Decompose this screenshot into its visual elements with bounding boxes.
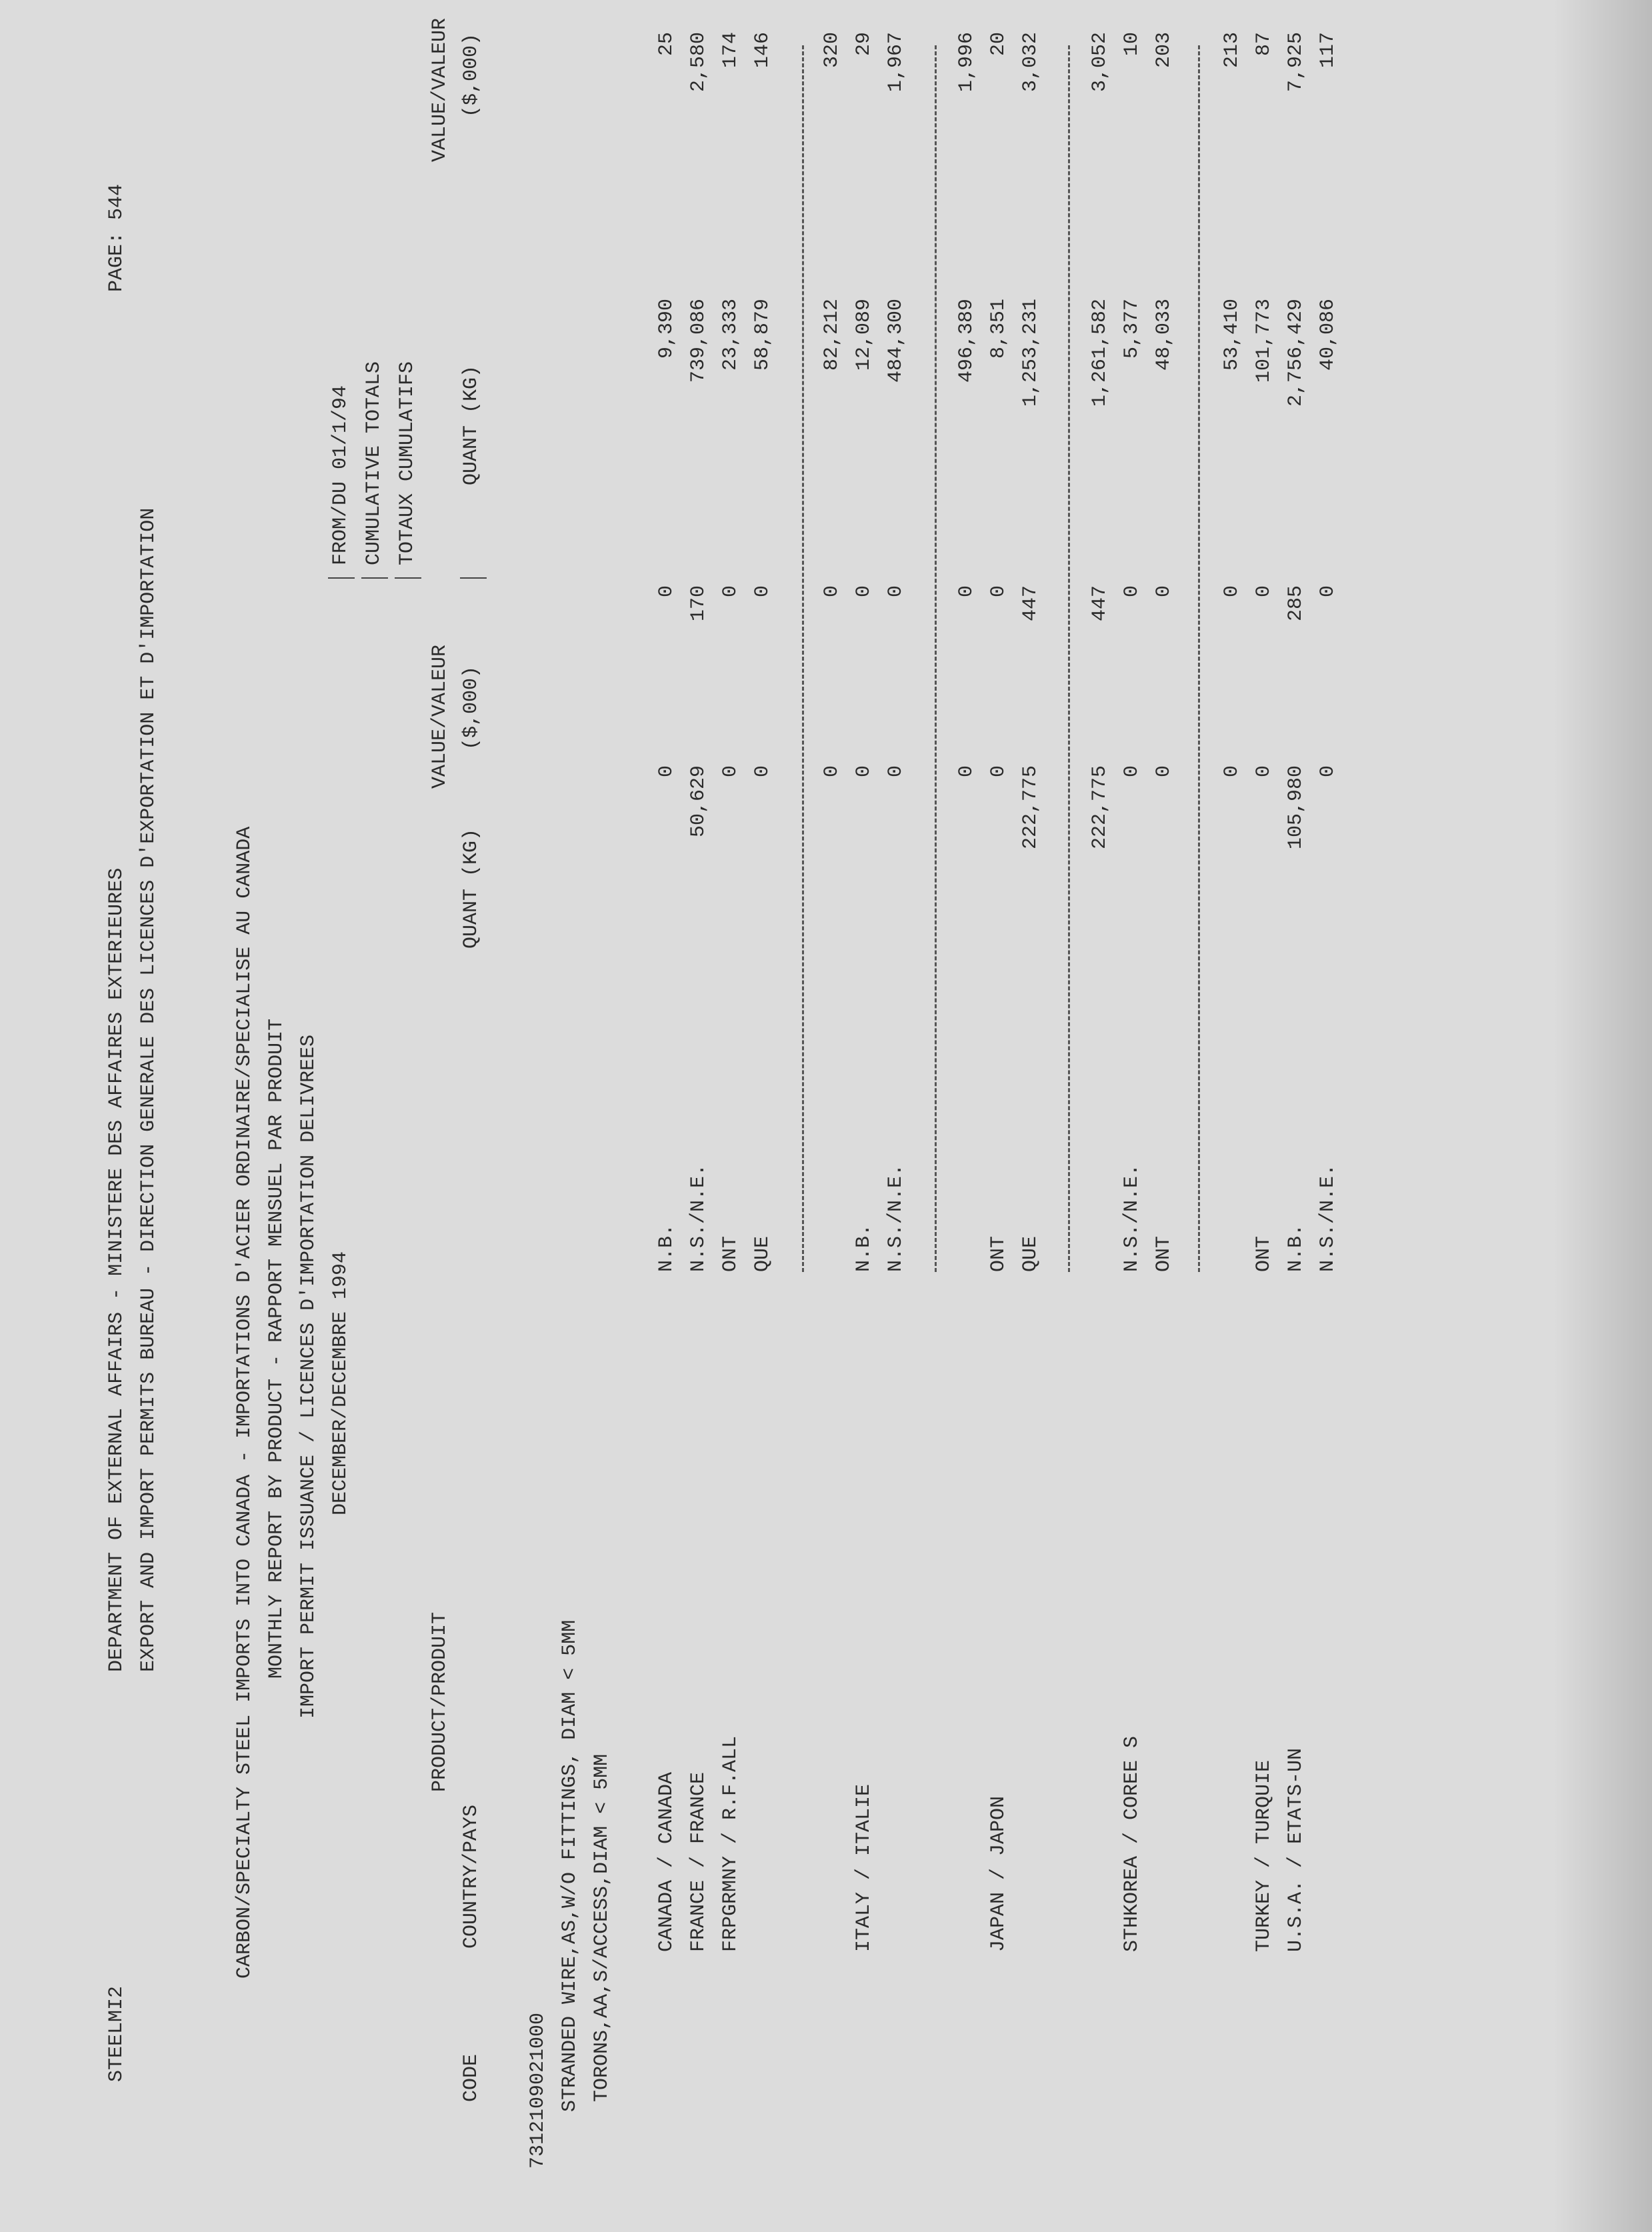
subtotal-divider [1198, 45, 1200, 1272]
row-quant: 0 [655, 765, 678, 778]
row-cum-value: 87 [1253, 32, 1275, 57]
subtotal-cum-value: 3,052 [1089, 32, 1111, 93]
row-quant: 0 [1317, 765, 1339, 778]
cumulative-from: FROM/DU 01/1/94 [329, 385, 352, 565]
report-period: DECEMBER/DECEMBRE 1994 [329, 1251, 352, 1515]
subtotal-cum-value: 320 [821, 32, 843, 69]
row-quant: 0 [885, 765, 907, 778]
country-column-header: COUNTRY/PAYS [460, 1804, 483, 1949]
row-value: 0 [987, 585, 1010, 598]
row-cum-value: 20 [987, 32, 1010, 57]
subtotal-divider [802, 45, 804, 1272]
row-cum-value: 174 [719, 32, 742, 69]
row-country: TURKEY / TURQUIE [1253, 1759, 1275, 1952]
subtotal-cum-quant: 1,261,582 [1089, 299, 1111, 407]
row-cum-quant: 58,879 [751, 299, 774, 371]
cumulative-totaux: TOTAUX CUMULATIFS [396, 361, 419, 565]
row-quant: 0 [751, 765, 774, 778]
subtotal-quant: 0 [821, 765, 843, 778]
column-separator [361, 577, 388, 579]
row-province: ONT [987, 1235, 1010, 1272]
bureau-line: EXPORT AND IMPORT PERMITS BUREAU - DIRECTION GENERALE DES LICENCES D'EXPORTATION ET D'IMPORTATION [137, 507, 160, 1672]
row-cum-quant: 23,333 [719, 299, 742, 371]
report-permit-line: IMPORT PERMIT ISSUANCE / LICENCES D'IMPORTATION DELIVREES [297, 1034, 320, 1719]
subtotal-cum-value: 213 [1221, 32, 1243, 69]
cumulative-quant-column-header: QUANT (KG) [460, 365, 483, 485]
row-country: CANADA / CANADA [655, 1771, 678, 1952]
row-province: N.S./N.E. [1121, 1163, 1143, 1272]
row-quant: 105,980 [1285, 765, 1307, 850]
row-country: FRANCE / FRANCE [687, 1771, 710, 1952]
row-cum-quant: 2,756,429 [1285, 299, 1307, 407]
row-value: 0 [853, 585, 875, 598]
row-quant: 0 [719, 765, 742, 778]
row-cum-quant: 12,089 [853, 299, 875, 371]
row-value: 170 [687, 585, 710, 622]
row-cum-value: 25 [655, 32, 678, 57]
row-province: N.S./N.E. [687, 1163, 710, 1272]
row-value: 447 [1019, 585, 1042, 622]
subtotal-value: 0 [821, 585, 843, 598]
row-quant: 0 [1153, 765, 1175, 778]
row-value: 0 [719, 585, 742, 598]
row-cum-value: 7,925 [1285, 32, 1307, 93]
row-cum-value: 2,580 [687, 32, 710, 93]
product-column-header: PRODUCT/PRODUIT [429, 1611, 451, 1792]
row-province: N.B. [1285, 1223, 1307, 1272]
subtotal-value: 0 [955, 585, 978, 598]
row-province: ONT [1253, 1235, 1275, 1272]
value-column-header: VALUE/VALEUR [429, 644, 451, 789]
cumulative-value-unit-header: ($,000) [460, 33, 483, 117]
row-value: 0 [1317, 585, 1339, 598]
product-description-en: STRANDED WIRE,AS,W/O FITTINGS, DIAM < 5MM [559, 1619, 581, 2112]
row-cum-value: 146 [751, 32, 774, 69]
row-quant: 222,775 [1019, 765, 1042, 850]
row-quant: 0 [1253, 765, 1275, 778]
row-cum-value: 3,032 [1019, 32, 1042, 93]
row-province: QUE [1019, 1235, 1042, 1272]
subtotal-divider [935, 45, 937, 1272]
subtotal-value: 447 [1089, 585, 1111, 622]
row-value: 0 [751, 585, 774, 598]
row-cum-quant: 1,253,231 [1019, 299, 1042, 407]
row-province: N.B. [853, 1223, 875, 1272]
row-cum-quant: 739,086 [687, 299, 710, 383]
page-number: PAGE: 544 [105, 183, 128, 292]
row-province: N.S./N.E. [885, 1163, 907, 1272]
row-country: ITALY / ITALIE [853, 1783, 875, 1952]
report-subtitle: MONTHLY REPORT BY PRODUCT - RAPPORT MENSUEL PAR PRODUIT [265, 1018, 288, 1679]
report-id: STEELMI2 [105, 1985, 128, 2082]
product-description-fr: TORONS,AA,S/ACCESS,DIAM < 5MM [591, 1753, 613, 2102]
column-separator [460, 577, 487, 579]
code-column-header: CODE [460, 2053, 483, 2102]
value-unit-header: ($,000) [460, 665, 483, 750]
subtotal-divider [1068, 45, 1070, 1272]
row-province: N.B. [655, 1223, 678, 1272]
row-cum-quant: 484,300 [885, 299, 907, 383]
row-province: ONT [719, 1235, 742, 1272]
row-quant: 0 [853, 765, 875, 778]
row-country: STHKOREA / COREE S [1121, 1735, 1143, 1952]
row-cum-value: 29 [853, 32, 875, 57]
row-country: FRPGRMNY / R.F.ALL [719, 1735, 742, 1952]
cumulative-value-column-header: VALUE/VALEUR [429, 17, 451, 162]
row-quant: 50,629 [687, 765, 710, 838]
row-quant: 0 [1121, 765, 1143, 778]
subtotal-cum-quant: 82,212 [821, 299, 843, 371]
column-separator [395, 577, 421, 579]
subtotal-quant: 222,775 [1089, 765, 1111, 850]
row-cum-quant: 8,351 [987, 299, 1010, 359]
row-country: U.S.A. / ETATS-UN [1285, 1747, 1307, 1952]
subtotal-quant: 0 [1221, 765, 1243, 778]
row-country: JAPAN / JAPON [987, 1795, 1010, 1952]
report-title: CARBON/SPECIALTY STEEL IMPORTS INTO CANADA - IMPORTATIONS D'ACIER ORDINAIRE/SPECIALISE AU CANADA [233, 826, 256, 1979]
department-line: DEPARTMENT OF EXTERNAL AFFAIRS - MINISTERE DES AFFAIRES EXTERIEURES [105, 867, 128, 1672]
row-cum-value: 117 [1317, 32, 1339, 69]
cumulative-totals: CUMULATIVE TOTALS [363, 361, 385, 565]
row-province: ONT [1153, 1235, 1175, 1272]
product-code: 7312109021000 [527, 2012, 549, 2169]
subtotal-quant: 0 [955, 765, 978, 778]
row-cum-quant: 9,390 [655, 299, 678, 359]
row-cum-value: 203 [1153, 32, 1175, 69]
quant-column-header: QUANT (KG) [460, 828, 483, 949]
row-province: N.S./N.E. [1317, 1163, 1339, 1272]
row-province: QUE [751, 1235, 774, 1272]
row-cum-quant: 5,377 [1121, 299, 1143, 359]
row-cum-quant: 40,086 [1317, 299, 1339, 371]
row-cum-quant: 48,033 [1153, 299, 1175, 371]
subtotal-cum-quant: 53,410 [1221, 299, 1243, 371]
row-cum-value: 10 [1121, 32, 1143, 57]
row-value: 0 [885, 585, 907, 598]
row-value: 0 [1253, 585, 1275, 598]
column-separator [328, 577, 355, 579]
subtotal-value: 0 [1221, 585, 1243, 598]
subtotal-cum-quant: 496,389 [955, 299, 978, 383]
row-quant: 0 [987, 765, 1010, 778]
row-value: 0 [1153, 585, 1175, 598]
row-cum-value: 1,967 [885, 32, 907, 93]
subtotal-cum-value: 1,996 [955, 32, 978, 93]
row-cum-quant: 101,773 [1253, 299, 1275, 383]
row-value: 0 [1121, 585, 1143, 598]
row-value: 285 [1285, 585, 1307, 622]
scan-edge-shadow [1553, 0, 1652, 2232]
row-value: 0 [655, 585, 678, 598]
